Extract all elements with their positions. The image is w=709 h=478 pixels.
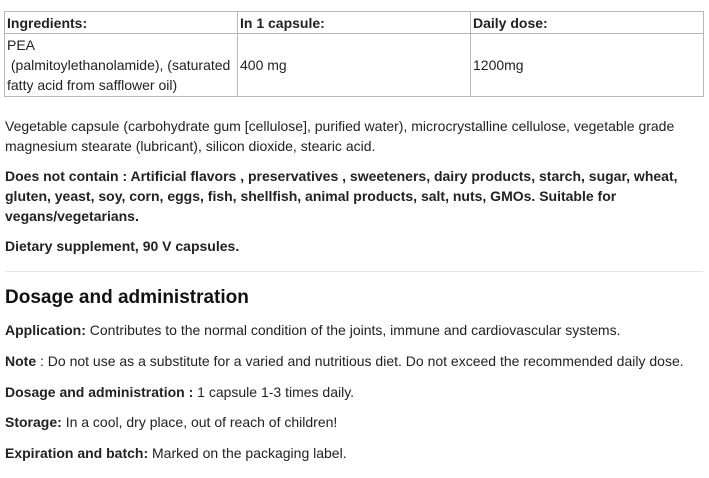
supplement-line: Dietary supplement, 90 V capsules.: [5, 238, 240, 254]
expiration-paragraph: [5, 443, 695, 463]
ingredient-detail-line-2: fatty acid from safflower oil): [7, 77, 178, 93]
storage-text: In a cool, dry place, out of reach of children!: [65, 414, 338, 430]
application-text: Contributes to the normal condition of the joints, immune and cardiovascular systems.: [89, 322, 621, 338]
section-title: Dosage and administration: [5, 287, 249, 308]
note-paragraph: Note : Do not use as a substitute for a varied and nutritious diet. Do not exceed the recommended daily dose.: [5, 353, 684, 369]
ingredient-detail-line-1: (palmitoylethanolamide), (saturated: [10, 57, 231, 73]
does-not-contain-label: Does not contain: [5, 168, 119, 184]
header-daily-dose: Daily dose:: [471, 12, 704, 34]
per-capsule-value: 400 mg: [238, 34, 471, 97]
table-row: [5, 34, 704, 97]
composition-text: Vegetable capsule (carbohydrate gum [cellulose], purified water), microcrystalline cellulose, vegetable grade magnesium stearate (lubricant), silicon dioxide, stearic acid.: [5, 118, 675, 154]
table-header-row: [5, 12, 704, 34]
ingredients-table: [4, 11, 704, 97]
section-divider: [5, 271, 703, 272]
expiration-text: Marked on the packaging label.: [152, 445, 347, 461]
dosage-label: Dosage and administration :: [5, 384, 194, 400]
header-ingredients: Ingredients:: [5, 12, 238, 34]
application-label: Application:: [5, 322, 86, 338]
storage-label: Storage:: [5, 414, 62, 430]
note-text: Do not use as a substitute for a varied and nutritious diet. Do not exceed the recommended daily dose.: [47, 353, 684, 369]
daily-dose-value: 1200mg: [471, 34, 704, 97]
does-not-contain-text: Artificial flavors , preservatives , sweeteners, dairy products, starch, sugar, wheat, gluten, yeast, soy, corn, eggs, fish, shellfish, animal products, salt, nuts, GMOs. Suitable for vegans/vegetarians.: [5, 168, 678, 224]
storage-paragraph: [5, 412, 695, 432]
note-label: Note: [5, 353, 37, 369]
ingredient-cell: [5, 34, 238, 97]
header-per-capsule: In 1 capsule:: [238, 12, 471, 34]
dosage-text: 1 capsule 1-3 times daily.: [197, 384, 355, 400]
dosage-paragraph: [5, 382, 695, 402]
ingredient-name: PEA: [7, 37, 36, 53]
expiration-label: Expiration and batch:: [5, 445, 149, 461]
does-not-contain-paragraph: Does not contain : Artificial flavors , preservatives , sweeteners, dairy products, starch, sugar, wheat, gluten, yeast, soy, corn, eggs, fish, shellfish, animal products, salt, nuts, GMOs. Suitable for vegans/vegetarians.: [5, 168, 678, 224]
application-paragraph: [5, 320, 695, 340]
